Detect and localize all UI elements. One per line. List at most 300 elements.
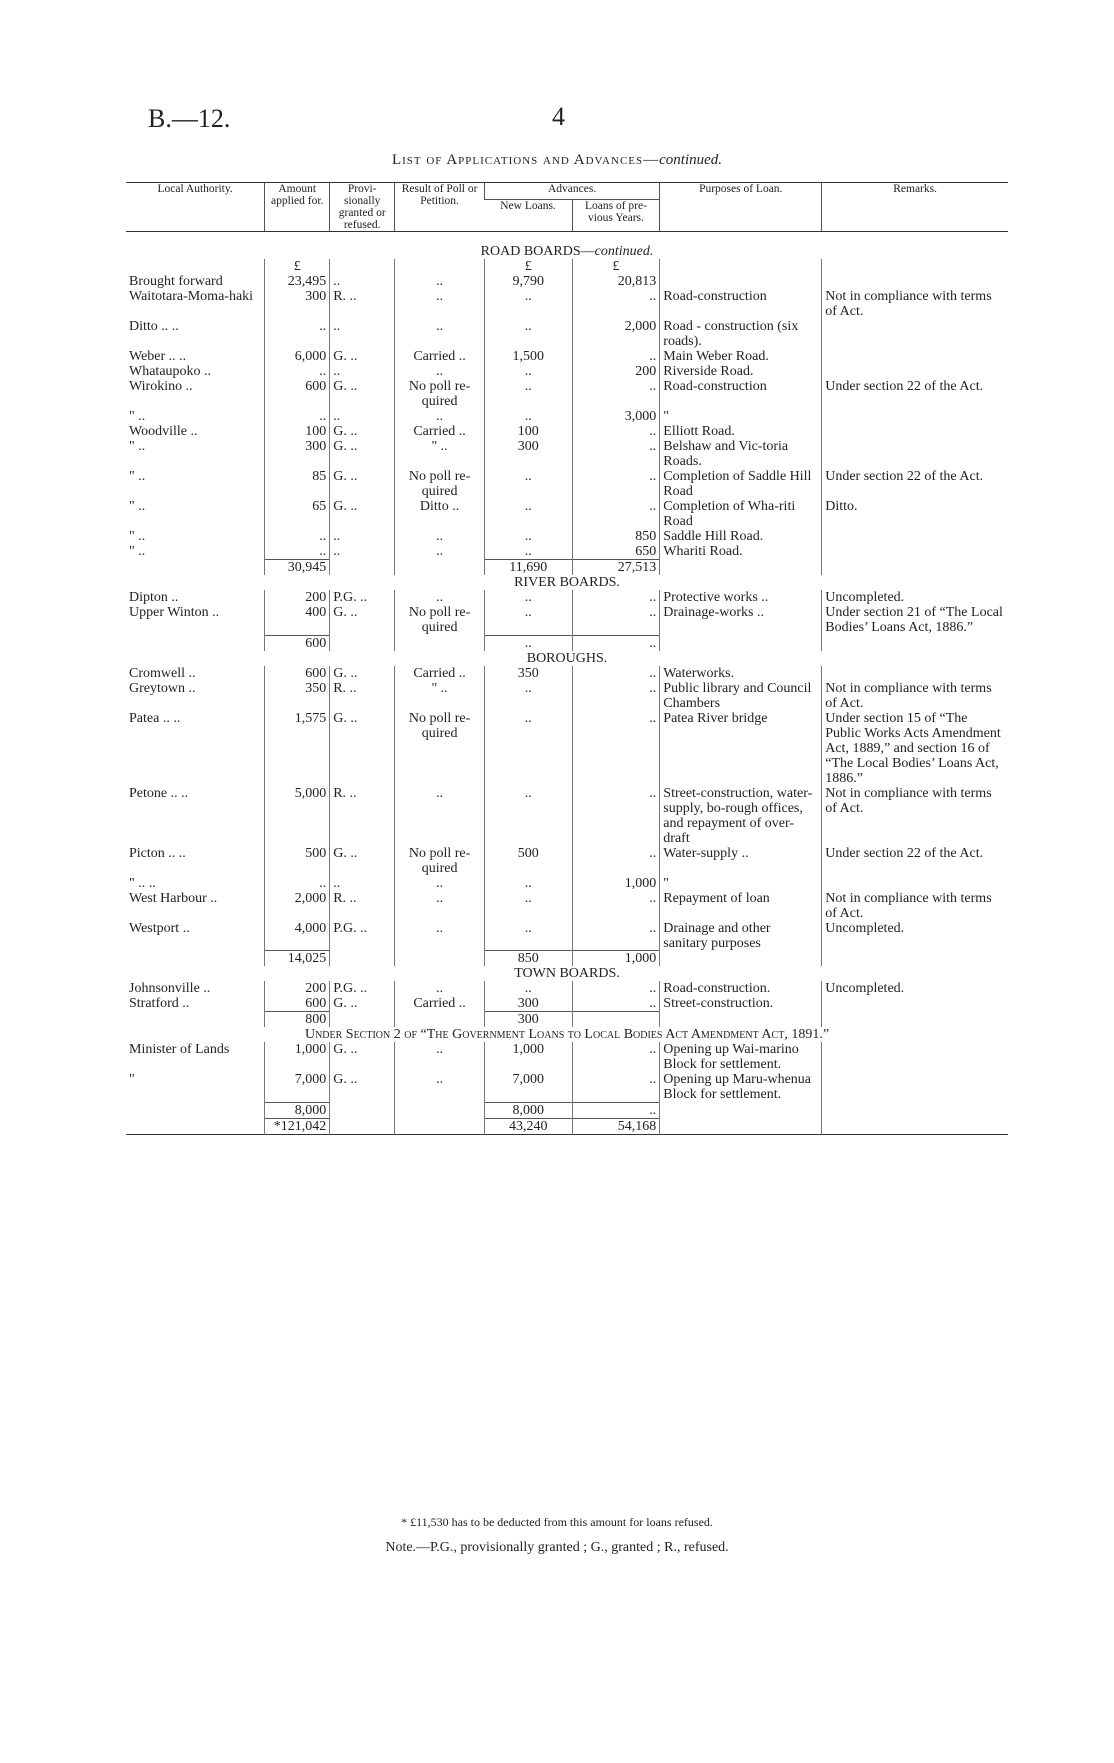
cell-purpose: Completion of Saddle Hill Road: [660, 469, 822, 499]
cell-prev: ..: [572, 981, 660, 996]
cell-remarks: Uncompleted.: [825, 590, 905, 605]
cell-status: G. ..: [330, 424, 395, 439]
table-row: [126, 274, 1008, 289]
total-cell: 27,513: [572, 560, 660, 576]
applications-table: [126, 182, 1008, 1137]
empty-cell: [822, 1012, 1008, 1028]
col-previous-loans: Loans of pre-vious Years.: [572, 199, 660, 231]
title-continued: continued.: [659, 152, 723, 168]
cell-amount: ..: [265, 409, 330, 424]
grand-total-cell: 54,168: [572, 1118, 660, 1134]
table-row: [126, 409, 1008, 424]
cell-amount: 300: [265, 439, 330, 469]
cell-result: Carried ..: [395, 349, 485, 364]
total-cell: 1,000: [572, 951, 660, 967]
cell-result: ..: [395, 544, 485, 560]
cell-status: G. ..: [330, 666, 395, 681]
section-total-row: [126, 1102, 1008, 1118]
currency-row: [126, 259, 1008, 274]
cell-result: ..: [395, 289, 485, 319]
empty-cell: [660, 635, 822, 651]
empty-cell: [126, 635, 265, 651]
col-advances: Advances.: [484, 183, 659, 200]
currency-cell: [126, 259, 265, 274]
cell-new: ..: [484, 786, 572, 846]
cell-prev: ..: [572, 424, 660, 439]
table-row: [126, 786, 1008, 846]
cell-authority: Brought forward: [129, 274, 223, 289]
cell-remarks: [822, 544, 1008, 560]
cell-prev: 20,813: [572, 274, 660, 289]
footnote: * £11,530 has to be deducted from this amount for loans refused.: [401, 1515, 713, 1529]
empty-cell: [126, 560, 265, 576]
cell-new: ..: [484, 289, 572, 319]
cell-authority: Patea .. ..: [129, 710, 181, 726]
cell-prev: ..: [572, 1072, 660, 1102]
cell-purpose: Belshaw and Vic-toria Roads.: [660, 439, 822, 469]
currency-cell: [330, 259, 395, 274]
cell-prev: ..: [572, 681, 660, 711]
cell-result: ..: [395, 274, 485, 289]
table-row: [126, 529, 1008, 544]
empty-cell: [395, 560, 485, 576]
cell-amount: 500: [265, 846, 330, 876]
cell-purpose: Opening up Maru-whenua Block for settlement.: [660, 1072, 822, 1102]
cell-prev: ..: [572, 711, 660, 786]
cell-purpose: Saddle Hill Road.: [660, 529, 822, 544]
empty-cell: [822, 951, 1008, 967]
cell-purpose: Main Weber Road.: [660, 349, 822, 364]
cell-status: G. ..: [330, 469, 395, 499]
cell-purpose: Whariti Road.: [660, 544, 822, 560]
cell-prev: 2,000: [572, 319, 660, 349]
total-cell: [572, 1012, 660, 1028]
cell-prev: ..: [572, 996, 660, 1012]
section-title: [126, 651, 1008, 666]
empty-cell: [126, 951, 265, 967]
cell-purpose: ": [660, 409, 822, 424]
cell-purpose: Patea River bridge: [660, 711, 822, 786]
section-header: [126, 651, 1008, 666]
cell-authority: Woodville ..: [129, 424, 198, 439]
cell-amount: 600: [265, 996, 330, 1012]
cell-status: ..: [330, 409, 395, 424]
cell-remarks: [822, 996, 1008, 1012]
cell-authority: Ditto .. ..: [129, 319, 179, 334]
empty-cell: [822, 635, 1008, 651]
cell-amount: 350: [265, 681, 330, 711]
cell-amount: 400: [265, 605, 330, 635]
cell-status: G. ..: [330, 1072, 395, 1102]
cell-amount: 4,000: [265, 921, 330, 951]
cell-amount: ..: [265, 319, 330, 349]
section-total-row: [126, 635, 1008, 651]
total-cell: 300: [484, 1012, 572, 1028]
table-row: [126, 605, 1008, 635]
cell-new: ..: [484, 544, 572, 560]
cell-result: Carried ..: [395, 424, 485, 439]
cell-prev: ..: [572, 590, 660, 605]
cell-purpose: Drainage-works ..: [660, 605, 822, 635]
cell-remarks: [822, 364, 1008, 379]
cell-remarks: [822, 319, 1008, 349]
grand-total-row: [126, 1118, 1008, 1134]
currency-cell: £: [572, 259, 660, 274]
total-cell: 11,690: [484, 560, 572, 576]
cell-prev: 850: [572, 529, 660, 544]
cell-status: G. ..: [330, 349, 395, 364]
cell-prev: ..: [572, 1042, 660, 1072]
col-purposes: Purposes of Loan.: [660, 183, 822, 232]
cell-result: Carried ..: [395, 666, 485, 681]
cell-prev: ..: [572, 379, 660, 409]
total-cell: ..: [484, 635, 572, 651]
cell-authority: Greytown ..: [129, 680, 196, 696]
col-local-authority: Local Authority.: [126, 183, 265, 232]
cell-status: G. ..: [330, 1042, 395, 1072]
empty-cell: [330, 1102, 395, 1118]
cell-amount: 200: [265, 590, 330, 605]
table-row: [126, 319, 1008, 349]
cell-result: ..: [395, 1042, 485, 1072]
cell-status: R. ..: [330, 786, 395, 846]
empty-cell: [126, 1012, 265, 1028]
cell-prev: ..: [572, 499, 660, 529]
cell-authority: Weber .. ..: [129, 349, 187, 364]
table-row: [126, 424, 1008, 439]
cell-authority: " ..: [129, 409, 146, 424]
cell-prev: 1,000: [572, 876, 660, 891]
cell-purpose: Repayment of loan: [660, 891, 822, 921]
section-title-text: TOWN BOARDS.: [514, 966, 620, 981]
cell-result: ..: [395, 891, 485, 921]
table-row: [126, 544, 1008, 560]
cell-prev: 200: [572, 364, 660, 379]
cell-remarks: Under section 21 of “The Local Bodies’ Loans Act, 1886.”: [825, 605, 1003, 635]
cell-result: ..: [395, 786, 485, 846]
table-row: [126, 876, 1008, 891]
end-rule-cell: [126, 1134, 1008, 1137]
cell-remarks: Under section 22 of the Act.: [825, 469, 984, 484]
cell-status: G. ..: [330, 605, 395, 635]
section-header: [126, 1027, 1008, 1042]
title-main: List of Applications and Advances—: [391, 152, 660, 168]
cell-authority: Minister of Lands: [129, 1042, 230, 1057]
total-cell: ..: [572, 1102, 660, 1118]
cell-purpose: Street-construction, water-supply, bo-rough offices, and repayment of over-draft: [660, 786, 822, 846]
cell-prev: ..: [572, 349, 660, 364]
cell-prev: 650: [572, 544, 660, 560]
empty-cell: [660, 1102, 822, 1118]
cell-status: G. ..: [330, 846, 395, 876]
cell-status: R. ..: [330, 289, 395, 319]
table-row: [126, 469, 1008, 499]
total-cell: 800: [265, 1012, 330, 1028]
cell-result: No poll re-quired: [395, 846, 485, 876]
cell-new: ..: [484, 409, 572, 424]
cell-prev: ..: [572, 289, 660, 319]
table-row: [126, 289, 1008, 319]
table-row: [126, 439, 1008, 469]
cell-authority: Johnsonville ..: [129, 981, 211, 996]
cell-amount: ..: [265, 529, 330, 544]
total-cell: ..: [572, 635, 660, 651]
cell-authority: " ..: [129, 529, 146, 544]
cell-remarks: Not in compliance with terms of Act.: [825, 890, 992, 921]
cell-status: G. ..: [330, 439, 395, 469]
cell-authority: Whataupoko ..: [129, 364, 212, 379]
cell-result: " ..: [395, 681, 485, 711]
cell-result: No poll re-quired: [395, 379, 485, 409]
cell-prev: ..: [572, 891, 660, 921]
cell-result: ..: [395, 981, 485, 996]
section-title-continued: continued.: [594, 244, 654, 259]
col-result: Result of Poll or Petition.: [395, 183, 485, 232]
cell-remarks: Not in compliance with terms of Act.: [825, 785, 992, 816]
col-provisionally: Provi-sionally granted or refused.: [330, 183, 395, 232]
cell-new: ..: [484, 379, 572, 409]
total-cell: 30,945: [265, 560, 330, 576]
cell-status: G. ..: [330, 711, 395, 786]
cell-result: ..: [395, 921, 485, 951]
cell-result: Ditto ..: [395, 499, 485, 529]
cell-amount: ..: [265, 364, 330, 379]
empty-cell: [126, 1102, 265, 1118]
cell-amount: 85: [265, 469, 330, 499]
cell-new: 7,000: [484, 1072, 572, 1102]
cell-result: ..: [395, 409, 485, 424]
cell-new: ..: [484, 499, 572, 529]
cell-new: ..: [484, 319, 572, 349]
table-row: [126, 996, 1008, 1012]
cell-new: 500: [484, 846, 572, 876]
cell-authority: West Harbour ..: [129, 890, 218, 906]
cell-status: ..: [330, 319, 395, 349]
cell-status: R. ..: [330, 681, 395, 711]
table-row: [126, 379, 1008, 409]
document-reference: B.—12.: [148, 104, 231, 133]
currency-cell: £: [484, 259, 572, 274]
empty-cell: [395, 1012, 485, 1028]
currency-cell: [660, 259, 822, 274]
cell-new: 100: [484, 424, 572, 439]
cell-remarks: Ditto.: [825, 499, 858, 514]
cell-purpose: Protective works ..: [660, 590, 822, 605]
empty-cell: [822, 560, 1008, 576]
cell-status: G. ..: [330, 996, 395, 1012]
cell-authority: Stratford ..: [129, 996, 190, 1011]
section-title: [126, 232, 1008, 260]
cell-new: 1,000: [484, 1042, 572, 1072]
cell-purpose: Road-construction: [660, 379, 822, 409]
cell-authority: " .. ..: [129, 875, 156, 891]
cell-prev: ..: [572, 786, 660, 846]
empty-cell: [822, 1118, 1008, 1134]
col-new-loans: New Loans.: [484, 199, 572, 231]
table-body: [126, 232, 1008, 1137]
section-title: [126, 1027, 1008, 1042]
empty-cell: [822, 1102, 1008, 1118]
cell-remarks: Under section 22 of the Act.: [825, 845, 984, 861]
cell-new: ..: [484, 921, 572, 951]
cell-new: 9,790: [484, 274, 572, 289]
cell-remarks: [822, 1072, 1008, 1102]
table-row: [126, 364, 1008, 379]
section-title: [126, 575, 1008, 590]
section-title-text: ROAD BOARDS—: [480, 244, 595, 259]
cell-purpose: Road - construction (six roads).: [660, 319, 822, 349]
cell-remarks: Uncompleted.: [825, 981, 905, 996]
cell-new: ..: [484, 681, 572, 711]
empty-cell: [330, 1012, 395, 1028]
cell-status: G. ..: [330, 499, 395, 529]
cell-amount: ..: [265, 876, 330, 891]
table-row: [126, 921, 1008, 951]
table-row: [126, 349, 1008, 364]
cell-purpose: Completion of Wha-riti Road: [660, 499, 822, 529]
cell-purpose: Road-construction: [660, 289, 822, 319]
cell-purpose: Road-construction.: [660, 981, 822, 996]
cell-new: ..: [484, 981, 572, 996]
grand-total-cell: 43,240: [484, 1118, 572, 1134]
cell-purpose: Elliott Road.: [660, 424, 822, 439]
cell-remarks: Not in compliance with terms of Act.: [825, 680, 992, 711]
currency-cell: £: [265, 259, 330, 274]
page-number: 4: [552, 102, 565, 131]
cell-new: ..: [484, 876, 572, 891]
cell-remarks: [822, 876, 1008, 891]
cell-new: ..: [484, 605, 572, 635]
section-header: [126, 575, 1008, 590]
empty-cell: [395, 635, 485, 651]
currency-cell: [822, 259, 1008, 274]
cell-result: No poll re-quired: [395, 605, 485, 635]
cell-prev: ..: [572, 439, 660, 469]
cell-remarks: Under section 22 of the Act.: [825, 379, 984, 394]
cell-remarks: [822, 274, 1008, 289]
cell-purpose: [660, 274, 822, 289]
section-title-text: Under Section 2 of “The Government Loans to Local Bodies Act Amendment Act, 1891.”: [304, 1027, 830, 1042]
cell-new: 350: [484, 666, 572, 681]
cell-remarks: [822, 1042, 1008, 1072]
section-total-row: [126, 1012, 1008, 1028]
cell-amount: 200: [265, 981, 330, 996]
cell-prev: ..: [572, 666, 660, 681]
table-row: [126, 590, 1008, 605]
cell-remarks: [822, 529, 1008, 544]
cell-authority: Upper Winton ..: [129, 605, 220, 620]
section-title-text: RIVER BOARDS.: [514, 575, 620, 590]
cell-new: ..: [484, 529, 572, 544]
cell-amount: 100: [265, 424, 330, 439]
section-title: [126, 966, 1008, 981]
section-total-row: [126, 951, 1008, 967]
cell-status: P.G. ..: [330, 981, 395, 996]
empty-cell: [660, 560, 822, 576]
currency-cell: [395, 259, 485, 274]
cell-result: ..: [395, 529, 485, 544]
cell-result: ..: [395, 1072, 485, 1102]
cell-amount: 65: [265, 499, 330, 529]
cell-status: ..: [330, 544, 395, 560]
cell-status: P.G. ..: [330, 921, 395, 951]
cell-purpose: Public library and Council Chambers: [660, 681, 822, 711]
col-amount-applied: Amount applied for.: [265, 183, 330, 232]
cell-remarks: Under section 15 of “The Public Works Acts Amendment Act, 1889,” and section 16 of “The Local Bodies’ Loans Act, 1886.”: [825, 710, 1001, 786]
table-row: [126, 1042, 1008, 1072]
section-header: [126, 966, 1008, 981]
empty-cell: [395, 951, 485, 967]
cell-remarks: [822, 409, 1008, 424]
table-row: [126, 1072, 1008, 1102]
table-end-rule: [126, 1134, 1008, 1137]
cell-result: ..: [395, 319, 485, 349]
cell-authority: " ..: [129, 439, 146, 454]
cell-remarks: [822, 439, 1008, 469]
cell-authority: ": [129, 1072, 135, 1087]
total-cell: 14,025: [265, 951, 330, 967]
cell-prev: ..: [572, 846, 660, 876]
cell-remarks: [822, 424, 1008, 439]
empty-cell: [330, 635, 395, 651]
section-title-text: BOROUGHS.: [526, 650, 608, 666]
section-total-row: [126, 560, 1008, 576]
cell-result: ..: [395, 364, 485, 379]
empty-cell: [660, 1118, 822, 1134]
cell-new: 300: [484, 439, 572, 469]
cell-amount: 600: [265, 379, 330, 409]
empty-cell: [660, 951, 822, 967]
cell-amount: 1,575: [265, 711, 330, 786]
cell-authority: Petone .. ..: [129, 785, 189, 801]
cell-amount: 1,000: [265, 1042, 330, 1072]
cell-result: No poll re-quired: [395, 711, 485, 786]
table-row: [126, 711, 1008, 786]
cell-authority: Westport ..: [129, 920, 190, 936]
cell-purpose: Drainage and other sanitary purposes: [660, 921, 822, 951]
cell-authority: Wirokino ..: [129, 379, 193, 394]
grand-total-cell: *121,042: [265, 1118, 330, 1134]
cell-amount: 23,495: [265, 274, 330, 289]
cell-remarks: [822, 666, 1008, 681]
cell-status: P.G. ..: [330, 590, 395, 605]
cell-status: ..: [330, 529, 395, 544]
cell-amount: ..: [265, 544, 330, 560]
cell-new: 300: [484, 996, 572, 1012]
total-cell: 8,000: [265, 1102, 330, 1118]
table-row: [126, 666, 1008, 681]
cell-authority: Cromwell ..: [129, 665, 196, 681]
table-row: [126, 681, 1008, 711]
cell-purpose: Riverside Road.: [660, 364, 822, 379]
cell-result: ..: [395, 876, 485, 891]
empty-cell: [330, 560, 395, 576]
cell-authority: " ..: [129, 499, 146, 514]
cell-status: ..: [330, 364, 395, 379]
empty-cell: [660, 1012, 822, 1028]
cell-amount: 6,000: [265, 349, 330, 364]
cell-prev: 3,000: [572, 409, 660, 424]
empty-cell: [330, 1118, 395, 1134]
cell-authority: Dipton ..: [129, 590, 179, 605]
cell-purpose: Waterworks.: [660, 666, 822, 681]
cell-new: ..: [484, 364, 572, 379]
cell-authority: " ..: [129, 544, 146, 559]
total-cell: 600: [265, 635, 330, 651]
cell-remarks: [822, 349, 1008, 364]
table-row: [126, 846, 1008, 876]
table-row: [126, 981, 1008, 996]
